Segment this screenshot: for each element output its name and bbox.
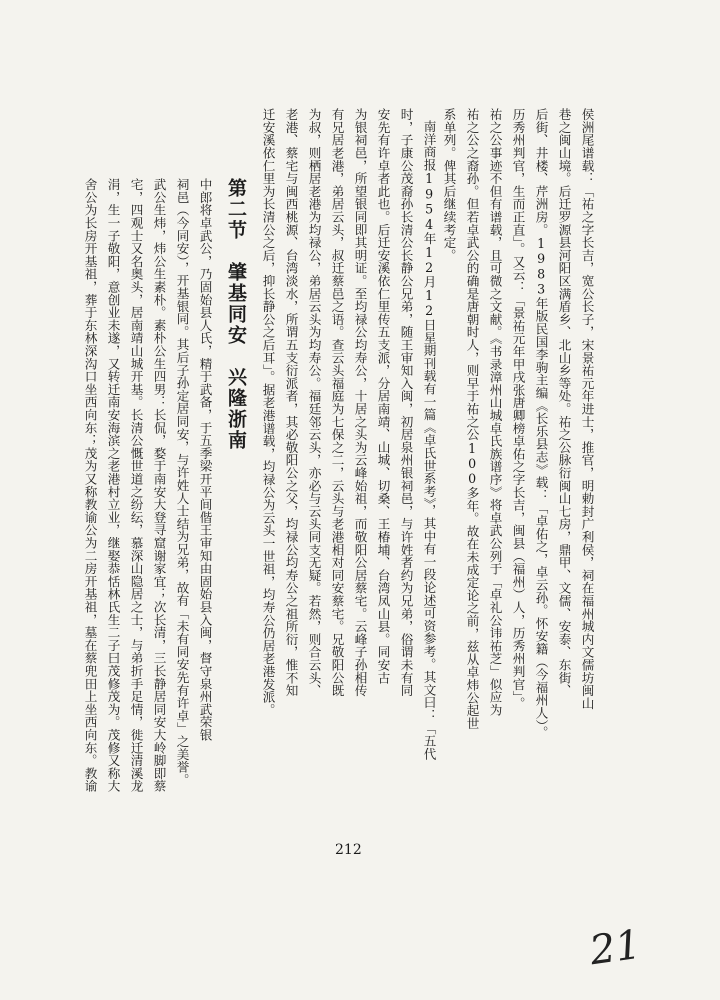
text-column: 南洋商报1954年12月12日星期刊载有一篇《卓氏世系考》，其中有一段论述可资参考。其文曰：「五代 bbox=[421, 120, 437, 761]
text-column: 武公生炜，炜公生素朴。素朴公生四男：长侃，婺于南安大登寻窟谢家宜；次长清，三长静居同安大岭脚即蔡 bbox=[151, 178, 167, 793]
text-column: 时，子康公茂裔孙长清公长静公兄弟，随王审知入闽，初居泉州银祠邑，与许姓者约为兄弟，俗谓未有同 bbox=[398, 108, 414, 697]
text-column: 巷之闽山境。后迁罗源县河阳区满盾乡、北山乡等处。祐之公脉衍闽山七房，鼎甲、文儒、安泰、东街、 bbox=[556, 108, 572, 697]
text-column: 祠邑（今同安），开基银同。其后子孙定居同安，与许姓人士结为兄弟，故有「未有同安先有许卓」之美誉。 bbox=[174, 178, 190, 787]
page-number: 212 bbox=[335, 842, 362, 858]
text-column: 为叔，则栖居老港为均禄公，弟居云头为均寿公。福廷邻云头，亦必与云头同支无疑。若然，则合云头、 bbox=[306, 108, 322, 697]
text-column: 系单列。俾其后继续考定。 bbox=[441, 108, 457, 262]
text-column: 涓，生一子敬阳，意创业未遂，又转迁南安海滨之老港村立业，继娶恭恬林氏生二子曰茂修茂为。茂修又称大 bbox=[105, 178, 121, 793]
text-column: 宅，四观士又名奥头，居南靖山城开基。长清公慨世道之纷纭，慕深山隐居之士，与弟折手足情，徙迁清溪龙 bbox=[128, 178, 144, 793]
text-column: 祐之公事迹不但有谱载，且可微之文献。《书录漳州山城卓氏族谱序》将卓武公列于「卓礼公讳祐芝」似应为 bbox=[487, 108, 503, 717]
text-column: 安先有许卓者此也。后迁安溪依仁里传五支派，分居南靖、山城、切桑、王椿埔、台湾凤山县。同安古 bbox=[375, 108, 391, 684]
handwritten-mark: 21 bbox=[587, 921, 644, 975]
section-heading: 第二节 肇基同安 兴隆浙南 bbox=[225, 178, 247, 451]
text-column: 有兄居老港，弟居云头，叔迁蔡邑之语。查云头福庭为七保之二，云头与老港相对同安蔡宅。兄敬阳公既 bbox=[329, 108, 345, 697]
text-column: 舍公为长房开基祖，葬于东林深沟口坐西向东；茂为又称教谕公为二房开基祖，墓在蔡兜田上坐西向东。教谕 bbox=[82, 178, 98, 793]
text-column: 祐之公之裔孙。但若卓武公的确是唐朝时人，则早于祐之公100多年。故在未成定论之前，兹从卓炜公起世 bbox=[464, 108, 480, 730]
text-column: 侯洲尾谱载：「祐之字长吉，宽公长子，宋景祐元年进士，推官，明勅封广利侯，祠在福州城内文儒坊闽山 bbox=[579, 108, 595, 710]
text-column: 迁安溪依仁里为长清公之后，抑长静公之后耳」。据老港谱载，均禄公为云头一世祖，均寿公仍居老港发派。 bbox=[260, 108, 276, 717]
text-column: 老港、蔡宅与闽西桃源、台湾淡水，所谓五支衍派者，其必敬阳公之父，均禄公均寿公之祖所衍，惟不知 bbox=[283, 108, 299, 697]
text-column: 为银祠邑，所望银同即其明证。至均禄公均寿公，十居之头为云峰始祖，而敬阳公居蔡宅。云峰子孙相传 bbox=[352, 108, 368, 697]
text-column: 中郎将卓武公，乃固始县人氏，精于武备，于五季梁开平间偕王审知由固始县入闽，督守泉州武荣银 bbox=[197, 178, 213, 742]
text-column: 后街、井楼、芹洲房。1983年版民国李驹主编《长乐县志》载：「卓佑之，卓云孙。怀安籍（今福州人）。 bbox=[533, 108, 549, 739]
text-column: 历秀州判官，生而正直」。又云：「景祐元年甲戌张唐卿榜卓佑之字长吉，闽县（福州）人，历秀州判官」。 bbox=[510, 108, 526, 710]
